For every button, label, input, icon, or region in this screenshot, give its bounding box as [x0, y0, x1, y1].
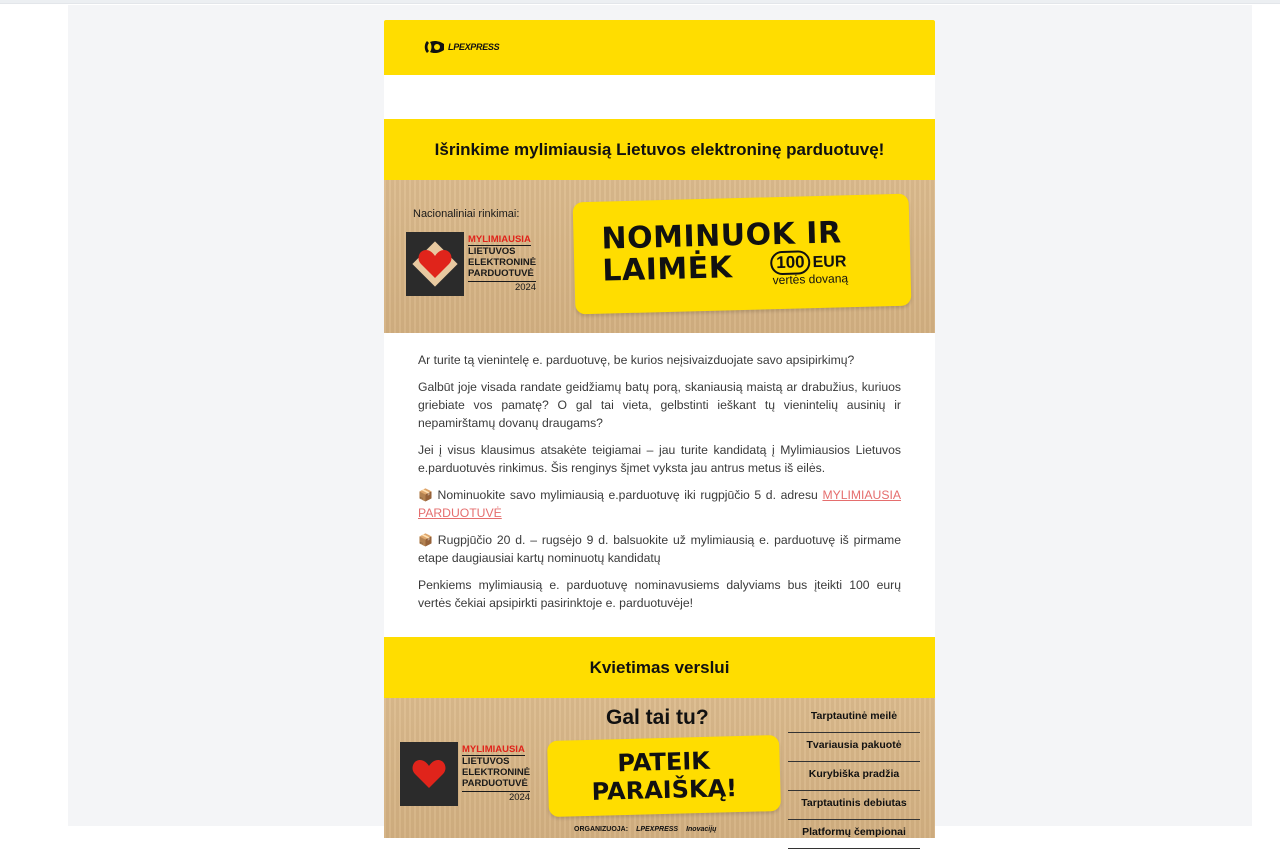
header-logo-bar: [384, 20, 935, 75]
organizers-label: ORGANIZUOJA:: [574, 826, 629, 833]
paragraph-5-text: Rugpjūčio 20 d. – rugsėjo 9 d. balsuokite už mylimiausią e. parduotuvę iš pirmame etape daugiausiai kartų nominuotų kandidatų: [418, 533, 901, 565]
package-icon: 📦: [418, 488, 433, 502]
paragraph-3: Jei į visus klausimus atsakėte teigiamai – jau turite kandidatą į Mylimiausios Lietuvos e.parduotuvės rinkimus. Šis renginys šįmet vyksta jau antrus metus iš eilės.: [418, 443, 901, 475]
apply-line2: PARAIŠKĄ!: [591, 774, 738, 806]
email-body: [384, 20, 935, 838]
application-banner[interactable]: [384, 698, 935, 838]
prize-subtitle: vertės dovaną: [772, 271, 849, 288]
package-icon: 📦: [418, 533, 433, 547]
organizers-row: [574, 826, 716, 833]
contest-badge: [406, 232, 536, 296]
badge-line3: ELEKTRONINĖ: [468, 257, 537, 268]
nominate-banner[interactable]: [384, 180, 935, 333]
nominate-link[interactable]: MYLIMIAUSIA PARDUOTUVĖ: [418, 488, 901, 520]
banner-headline: Gal tai tu?: [606, 706, 709, 729]
badge-year: 2024: [462, 791, 530, 803]
badge-line1: MYLIMIAUSIA: [468, 234, 531, 245]
category-list: [788, 704, 920, 849]
organizer-lpexpress: LPEXPRESS: [636, 826, 679, 833]
heart-logo-icon: [400, 742, 458, 806]
badge-line2: LIETUVOS: [468, 246, 516, 257]
apply-card[interactable]: [547, 735, 781, 817]
badge-line4: PARDUOTUVĖ: [468, 268, 534, 279]
organizer-innovation: Inovacijų: [686, 826, 717, 833]
category-item: Tarptautinė meilė: [788, 704, 920, 733]
browser-top-border: [0, 0, 1280, 4]
paragraph-4-text: Nominuokite savo mylimiausią e.parduotuvę iki rugpjūčio 5 d. adresu: [432, 488, 823, 502]
badge-year: 2024: [468, 281, 536, 293]
badge-line3: ELEKTRONINĖ: [462, 767, 531, 778]
section-title-business: Kvietimas verslui: [384, 637, 935, 698]
lp-horn-icon: [424, 39, 446, 55]
heart-logo-icon: [406, 232, 464, 296]
logo-text: LPEXPRESS: [448, 42, 500, 52]
category-item: Platformų čempionai: [788, 820, 920, 849]
nominate-text: [384, 333, 935, 637]
paragraph-4: [418, 486, 901, 522]
lpexpress-logo[interactable]: [424, 39, 499, 55]
badge-line1: MYLIMIAUSIA: [462, 744, 525, 755]
nominate-line2: LAIMĖK: [601, 250, 733, 289]
nominate-card[interactable]: [573, 194, 912, 315]
prize-amount: 100: [770, 250, 811, 275]
paragraph-6: Penkiems mylimiausią e. parduotuvę nominavusiems dalyviams bus įteikti 100 eurų vertės čekiai apsipirkti pasirinktoje e. parduotuvėje!: [418, 578, 901, 610]
apply-line1: PATEIK: [617, 746, 711, 778]
category-item: Tarptautinis debiutas: [788, 791, 920, 820]
section-title-nominate: Išrinkime mylimiausią Lietuvos elektroninę parduotuvę!: [384, 119, 935, 180]
spacer: [384, 75, 935, 119]
paragraph-2: Galbūt joje visada randate geidžiamų batų porą, skaniausią maistą ar drabužius, kuriuos griebiate vos pamatę? O gal tai vieta, gelbstinti ieškant tų vienintelių ausinių ir nepamirštamų dovanų draugams?: [418, 380, 901, 430]
badge-text: [468, 232, 536, 293]
contest-badge: [400, 742, 530, 806]
prize-block: [770, 249, 848, 287]
national-elections-label: Nacionaliniai rinkimai:: [413, 208, 520, 220]
badge-text: [462, 742, 530, 803]
badge-line2: LIETUVOS: [462, 756, 510, 767]
prize-currency: EUR: [812, 253, 847, 272]
paragraph-1: Ar turite tą vienintelę e. parduotuvę, be kurios neįsivaizduojate savo apsipirkimų?: [418, 353, 855, 367]
badge-line4: PARDUOTUVĖ: [462, 778, 528, 789]
nominate-line1: NOMINUOK IR: [601, 215, 843, 257]
paragraph-5: [418, 531, 901, 567]
category-item: Kurybiška pradžia: [788, 762, 920, 791]
category-item: Tvariausia pakuotė: [788, 733, 920, 762]
